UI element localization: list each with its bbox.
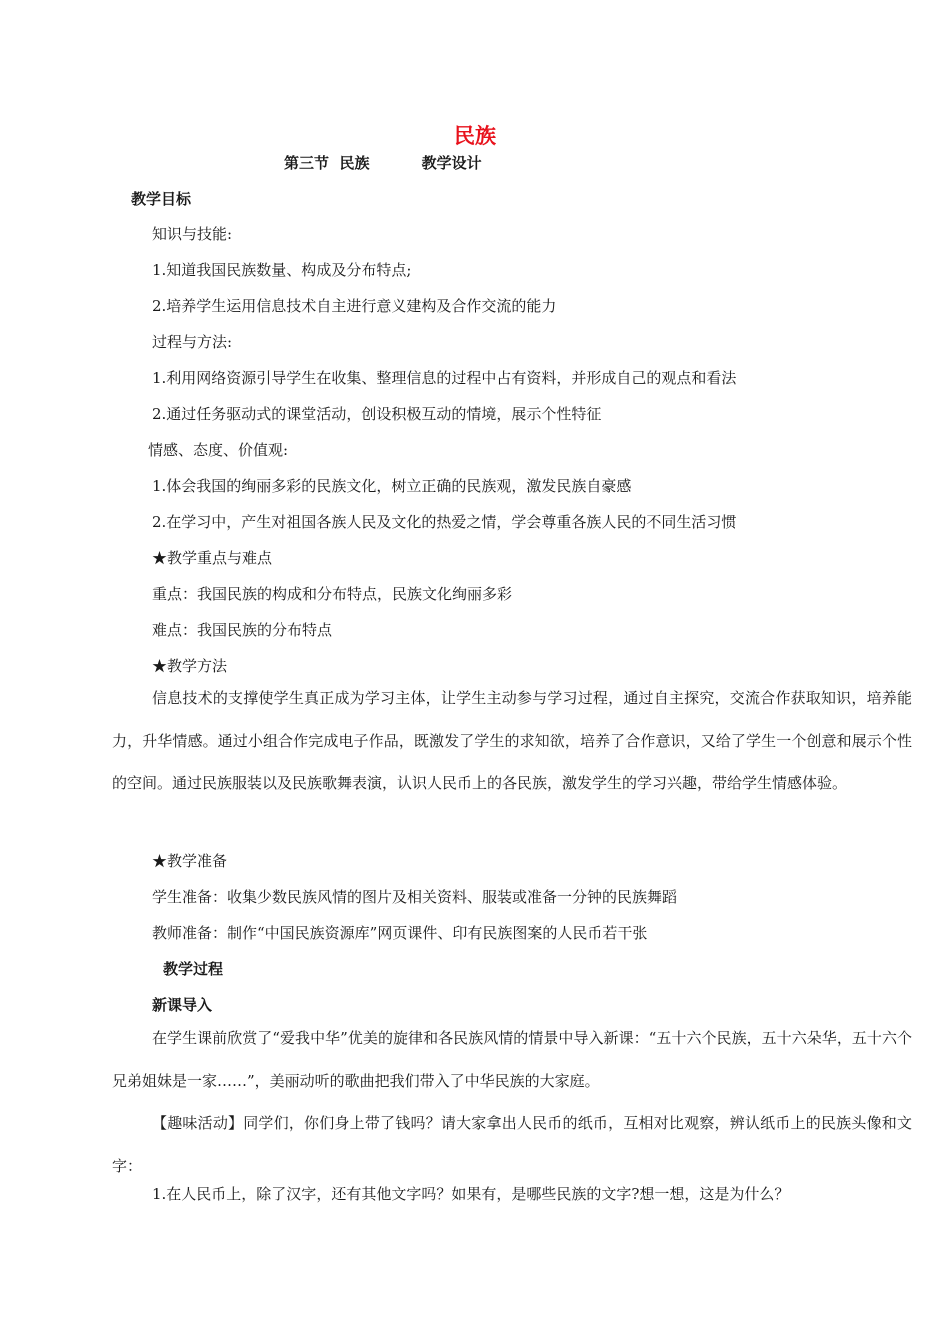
activity-paragraph: 【趣味活动】同学们，你们身上带了钱吗？请大家拿出人民币的纸币，互相对比观察，辨认纸币上的民族头像和文字： <box>112 1114 912 1175</box>
student-preparation: 学生准备：收集少数民族风情的图片及相关资料、服装或准备一分钟的民族舞蹈 <box>152 888 678 906</box>
goals-heading: 教学目标 <box>131 190 192 208</box>
knowledge-item-2: 2.培养学生运用信息技术自主进行意义建构及合作交流的能力 <box>152 297 557 315</box>
emotion-label: 情感、态度、价值观: <box>148 441 289 459</box>
intro-paragraph: 在学生课前欣赏了“爱我中华”优美的旋律和各民族风情的情景中导入新课：“五十六个民族，五十六朵华，五十六个兄弟姐妹是一家……”，美丽动听的歌曲把我们带入了中华民族的大家庭。 <box>112 1029 912 1090</box>
method-heading: ★教学方法 <box>152 657 228 675</box>
knowledge-item-1: 1.知道我国民族数量、构成及分布特点; <box>152 261 412 279</box>
method-paragraph: 信息技术的支撑使学生真正成为学习主体，让学生主动参与学习过程，通过自主探究，交流合作获取知识，培养能力，升华情感。通过小组合作完成电子作品，既激发了学生的求知欲，培养了合作意识，又给了学生一个创意和展示个性的空间。通过民族服装以及民族歌舞表演，认识人民币上的各民族，激发学生的学习兴趣，带给学生情感体验。 <box>112 689 912 792</box>
document-subtitle: 第三节 民族 教学设计 <box>284 154 482 172</box>
document-title: 民族 <box>454 124 496 148</box>
process-label: 过程与方法: <box>152 333 233 351</box>
difficulty-text: 难点：我国民族的分布特点 <box>152 621 333 639</box>
question-1: 1.在人民币上，除了汉字，还有其他文字吗？如果有，是哪些民族的文字?想一想，这是为什么？ <box>152 1185 790 1203</box>
focus-text: 重点：我国民族的构成和分布特点，民族文化绚丽多彩 <box>152 585 513 603</box>
preparation-heading: ★教学准备 <box>152 852 228 870</box>
intro-heading: 新课导入 <box>152 996 213 1014</box>
knowledge-label: 知识与技能: <box>152 225 233 243</box>
teacher-preparation: 教师准备：制作“中国民族资源库”网页课件、印有民族图案的人民币若干张 <box>152 924 648 942</box>
process-item-2: 2.通过任务驱动式的课堂活动，创设积极互动的情境，展示个性特征 <box>152 405 602 423</box>
emotion-item-1: 1.体会我国的绚丽多彩的民族文化，树立正确的民族观，激发民族自豪感 <box>152 477 632 495</box>
process-item-1: 1.利用网络资源引导学生在收集、整理信息的过程中占有资料，并形成自己的观点和看法 <box>152 369 737 387</box>
emotion-item-2: 2.在学习中，产生对祖国各族人民及文化的热爱之情，学会尊重各族人民的不同生活习惯 <box>152 513 737 531</box>
key-points-heading: ★教学重点与难点 <box>152 549 273 567</box>
process-heading: 教学过程 <box>163 960 224 978</box>
